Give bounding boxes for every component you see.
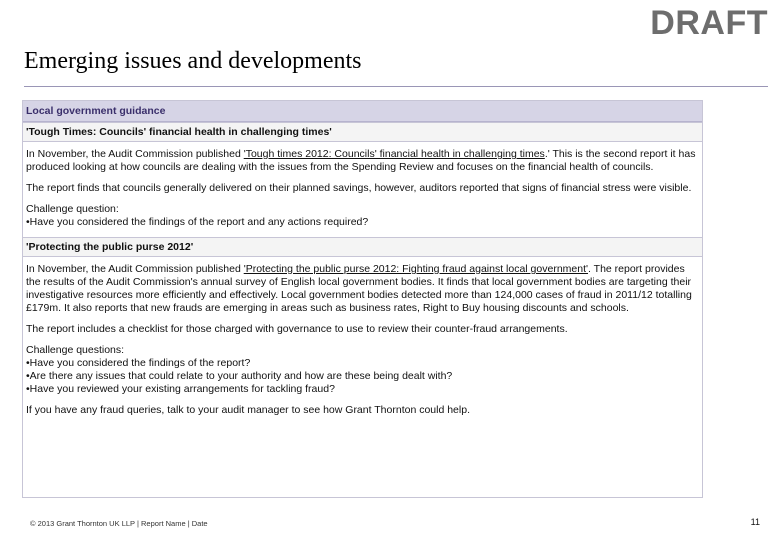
challenge-item: •Have you considered the findings of the report?: [26, 357, 251, 369]
paragraph: [26, 148, 699, 174]
section-heading-tough-times: 'Tough Times: Councils' financial health in challenging times': [23, 122, 702, 142]
paragraph: [26, 263, 699, 315]
paragraph-text: . The report provides the results of the Audit Commission's annual survey of English local government bodies. It finds that local government bodies are targeting their investigative resources more efficiently and effectively. Local government bodies detected more than 124,000 cases of fraud in 2011/12 totalling £179m. It also reports that new frauds are emerging in areas such as business rates, Right to Buy housing discounts and schools.: [26, 263, 692, 314]
challenge-item: •Have you reviewed your existing arrangements for tackling fraud?: [26, 383, 335, 395]
closing-text: If you have any fraud queries, talk to your audit manager to see how Grant Thornton could help.: [26, 404, 470, 416]
section-body-public-purse: [23, 263, 702, 417]
page-number: 11: [750, 517, 760, 527]
challenge-item: •Have you considered the findings of the report and any actions required?: [26, 216, 369, 228]
section-body-tough-times: [23, 148, 702, 229]
report-link-public-purse[interactable]: 'Protecting the public purse 2012: Fighting fraud against local government': [243, 263, 589, 275]
paragraph-text: In November, the Audit Commission published: [26, 263, 244, 275]
report-link-tough-times[interactable]: 'Tough times 2012: Councils' financial health in challenging times: [243, 148, 545, 160]
draft-watermark: DRAFT: [650, 4, 768, 42]
challenge-item: •Are there any issues that could relate to your authority and how are these being dealt with?: [26, 370, 453, 382]
challenge-block: [26, 203, 699, 229]
footer-text: © 2013 Grant Thornton UK LLP | Report Name | Date: [30, 519, 208, 528]
paragraph-text: In November, the Audit Commission published: [26, 148, 244, 160]
challenge-block: [26, 344, 699, 396]
page-title: Emerging issues and developments: [24, 48, 362, 74]
paragraph: The report finds that councils generally delivered on their planned savings, however, auditors reported that signs of financial stress were visible.: [26, 182, 692, 194]
section-heading-public-purse: 'Protecting the public purse 2012': [23, 237, 702, 257]
guidance-header: Local government guidance: [23, 101, 702, 122]
title-divider: [24, 86, 768, 87]
guidance-box: [22, 100, 703, 498]
paragraph-text: .' This is the second report it has produced looking at how councils are dealing with the issues from the Spending Review and focuses on the financial health of councils.: [26, 148, 696, 173]
paragraph: The report includes a checklist for those charged with governance to use to review their counter-fraud arrangements.: [26, 323, 568, 335]
challenge-label: Challenge questions:: [26, 344, 125, 356]
challenge-label: Challenge question:: [26, 203, 119, 215]
